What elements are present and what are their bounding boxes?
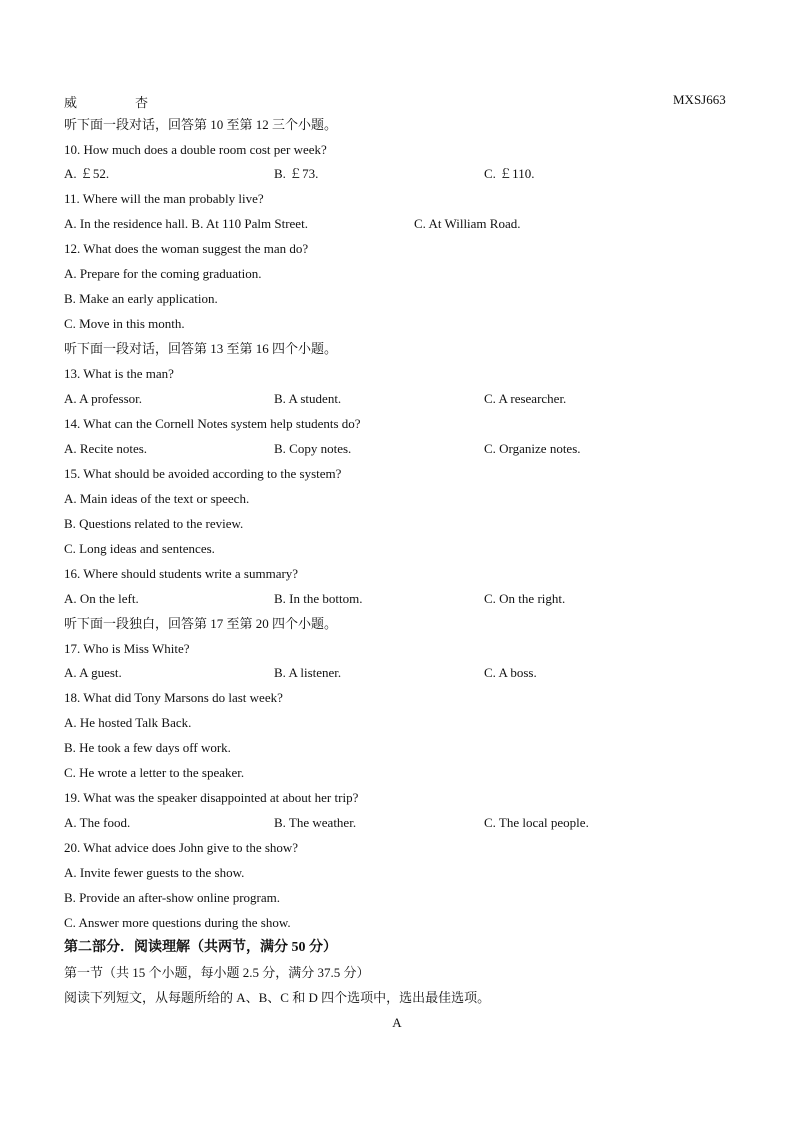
question-14-option-b: B. Copy notes. — [274, 441, 352, 456]
question-18-option-b: B. He took a few days off work. — [64, 740, 231, 755]
question-13-option-b: B. A student. — [274, 391, 342, 406]
question-10-stem: 10. How much does a double room cost per week? — [64, 142, 327, 157]
question-12-option-b: B. Make an early application. — [64, 291, 218, 306]
question-19-option-b: B. The weather. — [274, 815, 357, 830]
header-name — [64, 92, 148, 111]
question-18-stem: 18. What did Tony Marsons do last week? — [64, 690, 283, 705]
question-16-stem: 16. Where should students write a summary? — [64, 566, 299, 581]
question-13-option-a: A. A professor. — [64, 391, 142, 406]
header-name-char1: 威 — [64, 95, 78, 110]
question-18-option-c: C. He wrote a letter to the speaker. — [64, 765, 245, 780]
question-20-option-c: C. Answer more questions during the show. — [64, 915, 291, 930]
passage-label: A — [392, 1015, 402, 1030]
question-11-option-ab: A. In the residence hall. B. At 110 Palm Street. — [64, 216, 308, 231]
section-intro-17-20: 听下面一段独白，回答第 17 至第 20 四个小题。 — [64, 616, 338, 631]
question-10-option-b: B. ￡73. — [274, 166, 319, 181]
question-10-option-c: C. ￡110. — [484, 166, 535, 181]
question-14-stem: 14. What can the Cornell Notes system help students do? — [64, 416, 361, 431]
header-name-char2: 杏 — [135, 95, 149, 110]
part2-section1: 第一节（共 15 个小题，每小题 2.5 分，满分 37.5 分） — [64, 965, 370, 980]
question-16-option-c: C. On the right. — [484, 591, 566, 606]
question-12-option-c: C. Move in this month. — [64, 316, 185, 331]
question-14-option-c: C. Organize notes. — [484, 441, 581, 456]
question-13-option-c: C. A researcher. — [484, 391, 567, 406]
question-19-option-c: C. The local people. — [484, 815, 589, 830]
question-17-option-a: A. A guest. — [64, 665, 122, 680]
question-13-stem: 13. What is the man? — [64, 366, 174, 381]
question-10-option-a: A. ￡52. — [64, 166, 110, 181]
question-20-option-b: B. Provide an after-show online program. — [64, 890, 280, 905]
question-15-stem: 15. What should be avoided according to the system? — [64, 466, 342, 481]
question-11-stem: 11. Where will the man probably live? — [64, 191, 264, 206]
question-19-stem: 19. What was the speaker disappointed at about her trip? — [64, 790, 359, 805]
question-19-option-a: A. The food. — [64, 815, 131, 830]
question-14-option-a: A. Recite notes. — [64, 441, 148, 456]
section-intro-10-12: 听下面一段对话，回答第 10 至第 12 三个小题。 — [64, 117, 338, 132]
question-20-option-a: A. Invite fewer guests to the show. — [64, 865, 245, 880]
question-17-stem: 17. Who is Miss White? — [64, 641, 190, 656]
question-15-option-a: A. Main ideas of the text or speech. — [64, 491, 250, 506]
question-16-option-a: A. On the left. — [64, 591, 139, 606]
question-20-stem: 20. What advice does John give to the show? — [64, 840, 299, 855]
question-17-option-c: C. A boss. — [484, 665, 537, 680]
question-15-option-c: C. Long ideas and sentences. — [64, 541, 215, 556]
question-12-option-a: A. Prepare for the coming graduation. — [64, 266, 262, 281]
question-18-option-a: A. He hosted Talk Back. — [64, 715, 192, 730]
header-code: MXSJ663 — [673, 92, 726, 107]
question-16-option-b: B. In the bottom. — [274, 591, 363, 606]
question-15-option-b: B. Questions related to the review. — [64, 516, 244, 531]
question-11-option-c: C. At William Road. — [414, 216, 521, 231]
section-intro-13-16: 听下面一段对话，回答第 13 至第 16 四个小题。 — [64, 341, 338, 356]
question-12-stem: 12. What does the woman suggest the man do? — [64, 241, 309, 256]
part2-instruction: 阅读下列短文，从每题所给的 A、B、C 和 D 四个选项中，选出最佳选项。 — [64, 990, 491, 1005]
question-17-option-b: B. A listener. — [274, 665, 342, 680]
part2-title: 第二部分．阅读理解（共两节，满分 50 分） — [64, 940, 337, 955]
